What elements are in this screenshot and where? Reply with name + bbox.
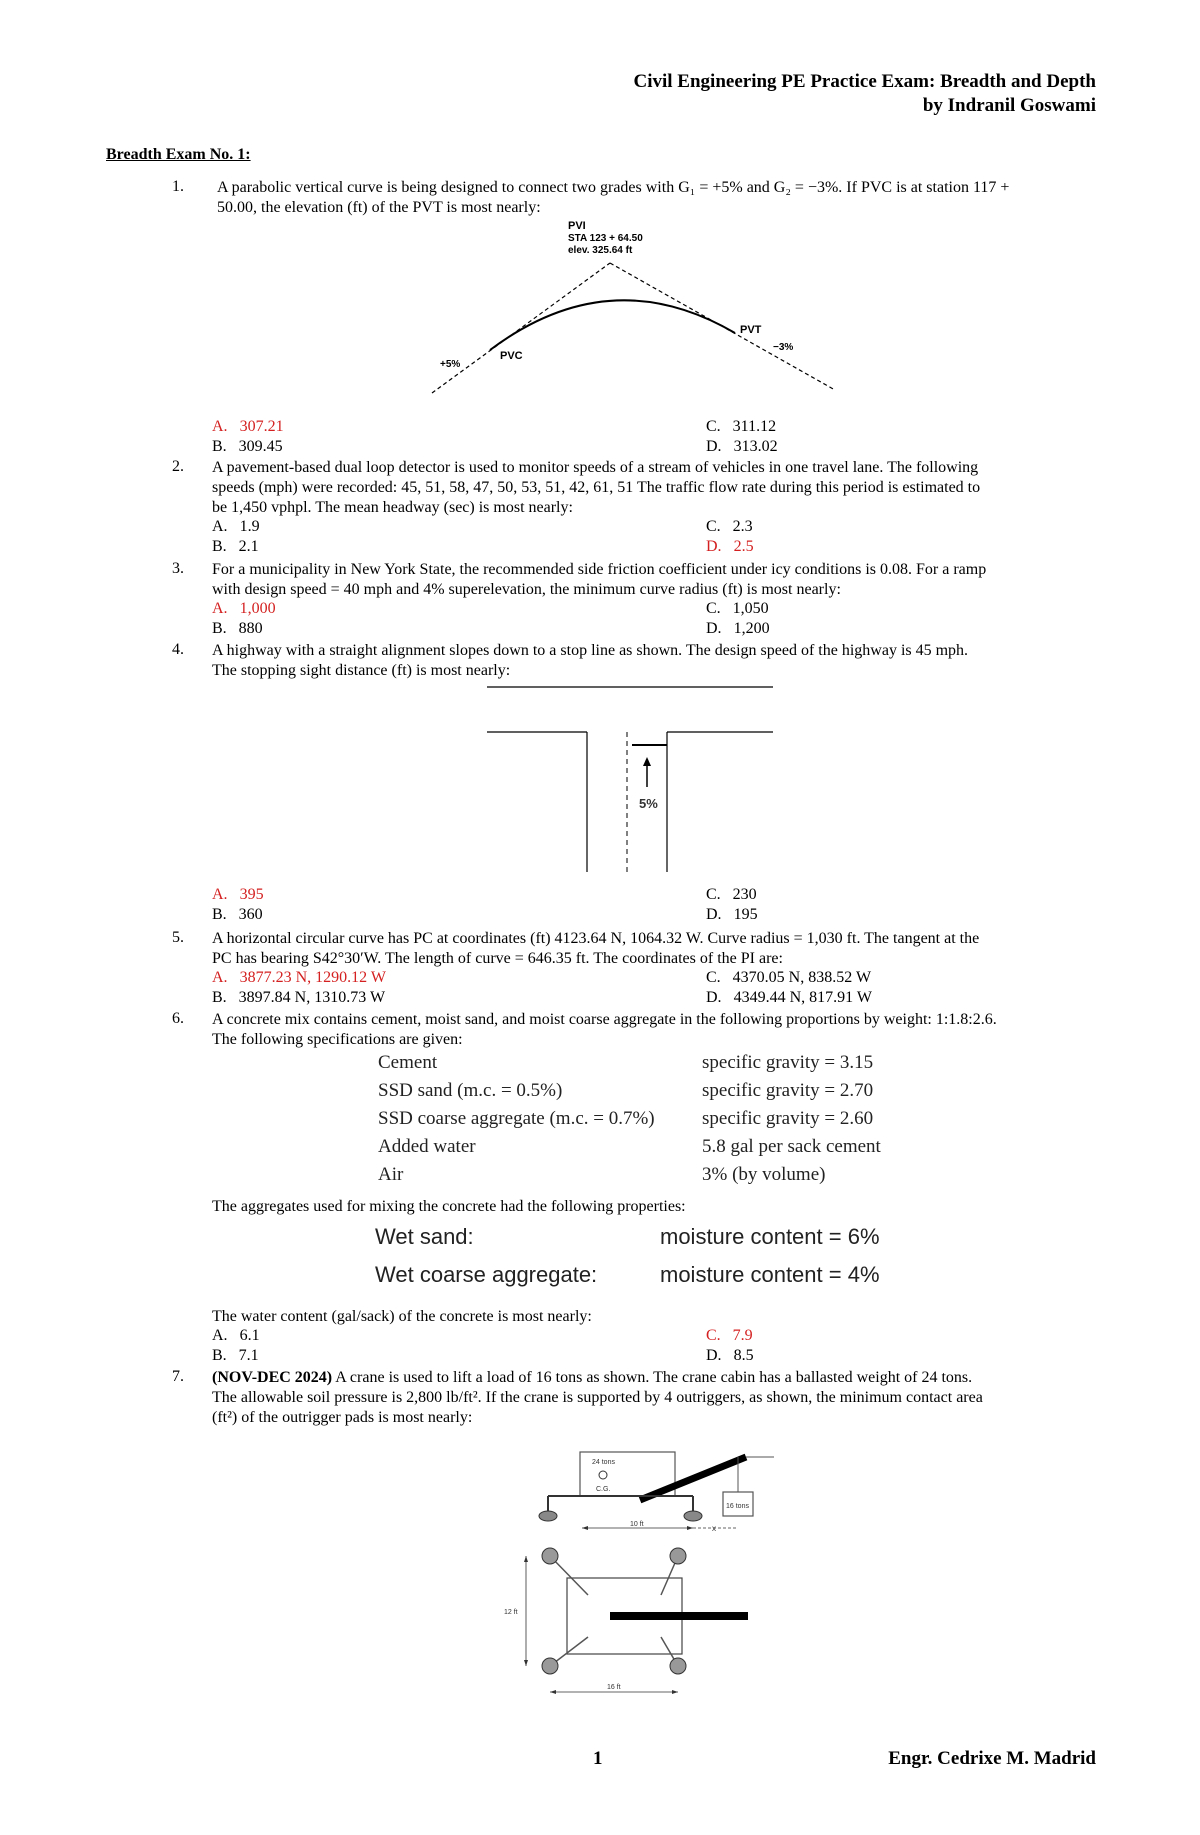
q6-option-c[interactable]: C. 7.9 — [706, 1327, 753, 1344]
q3-option-c[interactable]: C. 1,050 — [706, 600, 769, 617]
pvi-elevation-label: elev. 325.64 ft — [568, 245, 633, 256]
grade-g1-label: +5% — [440, 359, 461, 370]
q5-text-line1: A horizontal circular curve has PC at coordinates (ft) 4123.64 N, 1064.32 W. Curve radius = 1,030 ft. The tangent at the — [212, 930, 980, 947]
spec-name: SSD sand (m.c. = 0.5%) — [378, 1080, 563, 1101]
cabin-weight-label: 24 tons — [592, 1459, 615, 1466]
q5-number: 5. — [172, 929, 184, 946]
page-header — [634, 70, 1097, 118]
q7-number: 7. — [172, 1368, 184, 1385]
wet-aggregate-value: moisture content = 4% — [660, 1262, 880, 1287]
q2-option-c[interactable]: C. 2.3 — [706, 518, 753, 535]
page-number: 1 — [593, 1748, 603, 1769]
q1-option-c[interactable]: C. 311.12 — [706, 418, 777, 435]
pvt-label: PVT — [740, 324, 762, 336]
q2-option-d[interactable]: D. 2.5 — [706, 538, 754, 555]
q4-option-b[interactable]: B. 360 — [212, 906, 263, 923]
load-label: 16 tons — [726, 1503, 749, 1510]
q3-text-line2: with design speed = 40 mph and 4% superelevation, the minimum curve radius (ft) is most nearly: — [212, 581, 841, 598]
q2-number: 2. — [172, 458, 184, 475]
wet-aggregate-name: Wet sand: — [375, 1224, 474, 1249]
crane-outrigger-diagram — [490, 1430, 790, 1715]
q3-option-d[interactable]: D. 1,200 — [706, 620, 770, 637]
grade-g2-label: −3% — [773, 342, 794, 353]
x-label: x — [712, 1524, 716, 1533]
width-label: 12 ft — [504, 1609, 518, 1616]
q3-text-line1: For a municipality in New York State, the recommended side friction coefficient under icy conditions is 0.08. For a ramp — [212, 561, 987, 578]
q7-text-line2: The allowable soil pressure is 2,800 lb/ft². If the crane is supported by 4 outriggers, as shown, the minimum contact area — [212, 1389, 983, 1406]
q6-number: 6. — [172, 1010, 184, 1027]
outrigger-pad-bl — [542, 1658, 558, 1674]
outrigger-pad-tl — [542, 1548, 558, 1564]
q1-text-line2: 50.00, the elevation (ft) of the PVT is most nearly: — [217, 199, 541, 216]
span-arrow-left — [582, 1526, 588, 1530]
outrigger-pad-left — [539, 1511, 557, 1521]
section-title: Breadth Exam No. 1: — [106, 146, 251, 163]
q4-text-line1: A highway with a straight alignment slopes down to a stop line as shown. The design speed of the highway is 45 mph. — [212, 642, 969, 659]
q4-option-d[interactable]: D. 195 — [706, 906, 758, 923]
q6-option-b[interactable]: B. 7.1 — [212, 1347, 259, 1364]
outrigger-pad-right — [684, 1511, 702, 1521]
grade-arrow-head — [643, 757, 651, 766]
q5-option-b[interactable]: B. 3897.84 N, 1310.73 W — [212, 989, 386, 1006]
width-arrow-top — [524, 1556, 528, 1562]
q6-option-d[interactable]: D. 8.5 — [706, 1347, 754, 1364]
q1-number: 1. — [172, 178, 184, 195]
q1-option-d[interactable]: D. 313.02 — [706, 438, 778, 455]
length-arrow-left — [550, 1690, 556, 1694]
header-author: by Indranil Goswami — [922, 95, 1096, 116]
q2-option-a[interactable]: A. 1.9 — [212, 518, 260, 535]
outrigger-pad-tr — [670, 1548, 686, 1564]
q2-text-line2: speeds (mph) were recorded: 45, 51, 58, 47, 50, 53, 51, 42, 61, 51 The traffic flow rate during this period is estimated to — [212, 479, 981, 496]
q5-text-line2: PC has bearing S42°30′W. The length of curve = 646.35 ft. The coordinates of the PI are: — [212, 950, 783, 967]
spec-value: specific gravity = 3.15 — [702, 1052, 874, 1073]
spec-value: specific gravity = 2.60 — [702, 1108, 874, 1129]
q2-text-line3: be 1,450 vphpl. The mean headway (sec) is most nearly: — [212, 499, 573, 516]
q2-option-b[interactable]: B. 2.1 — [212, 538, 259, 555]
spec-name: Added water — [378, 1136, 476, 1157]
span-arrow-right — [687, 1526, 693, 1530]
q6-text-line1: A concrete mix contains cement, moist sand, and moist coarse aggregate in the following proportions by weight: 1:1.8:2.6. — [212, 1011, 997, 1028]
stop-line-diagram — [485, 682, 775, 872]
q5-option-d[interactable]: D. 4349.44 N, 817.91 W — [706, 989, 872, 1006]
q7-exam-tag: (NOV-DEC 2024) — [212, 1369, 333, 1386]
q4-number: 4. — [172, 641, 184, 658]
spec-value: specific gravity = 2.70 — [702, 1080, 874, 1101]
length-arrow-right — [672, 1690, 678, 1694]
crane-boom — [640, 1457, 746, 1500]
q3-option-b[interactable]: B. 880 — [212, 620, 263, 637]
spec-name: Air — [378, 1164, 404, 1185]
span-label: 10 ft — [630, 1521, 644, 1528]
pvi-label: PVI — [568, 220, 586, 232]
pvc-label: PVC — [500, 350, 523, 362]
q4-text-line2: The stopping sight distance (ft) is most nearly: — [212, 662, 511, 679]
header-title: Civil Engineering PE Practice Exam: Breadth and Depth — [633, 71, 1096, 92]
footer-author: Engr. Cedrixe M. Madrid — [888, 1748, 1096, 1769]
cg-label: C.G. — [596, 1486, 611, 1493]
pvi-station-label: STA 123 + 64.50 — [568, 233, 643, 244]
vertical-curve-diagram — [420, 215, 840, 395]
spec-name: Cement — [378, 1052, 438, 1073]
q4-option-a[interactable]: A. 395 — [212, 886, 264, 903]
spec-name: SSD coarse aggregate (m.c. = 0.7%) — [378, 1108, 655, 1129]
q4-option-c[interactable]: C. 230 — [706, 886, 757, 903]
parabolic-curve — [490, 300, 735, 350]
q7-text-line1: (NOV-DEC 2024) A crane is used to lift a load of 16 tons as shown. The crane cabin has a ballasted weight of 24 tons. — [212, 1369, 973, 1386]
q1-text-line1: A parabolic vertical curve is being designed to connect two grades with G₁ = +5% and G₂ = −3%. If PVC is at station 117 + — [217, 179, 1010, 196]
q6-text-line2: The following specifications are given: — [212, 1031, 463, 1048]
cg-marker — [599, 1471, 607, 1479]
q2-text-line1: A pavement-based dual loop detector is used to monitor speeds of a stream of vehicles in one travel lane. The following — [212, 459, 979, 476]
q3-option-a[interactable]: A. 1,000 — [212, 600, 276, 617]
q6-text-line3: The aggregates used for mixing the concrete had the following properties: — [212, 1198, 686, 1215]
grade-g1-tangent — [432, 263, 610, 393]
wet-aggregate-value: moisture content = 6% — [660, 1224, 880, 1249]
outrigger-pad-br — [670, 1658, 686, 1674]
spec-value: 5.8 gal per sack cement — [702, 1136, 881, 1157]
spec-value: 3% (by volume) — [702, 1164, 826, 1185]
q1-option-a[interactable]: A. 307.21 — [212, 418, 284, 435]
q6-option-a[interactable]: A. 6.1 — [212, 1327, 260, 1344]
q5-option-c[interactable]: C. 4370.05 N, 838.52 W — [706, 969, 872, 986]
q5-option-a[interactable]: A. 3877.23 N, 1290.12 W — [212, 969, 386, 986]
q7-text-line3: (ft²) of the outrigger pads is most nearly: — [212, 1409, 473, 1426]
q6-text-line4: The water content (gal/sack) of the concrete is most nearly: — [212, 1308, 592, 1325]
q1-option-b[interactable]: B. 309.45 — [212, 438, 283, 455]
width-arrow-bottom — [524, 1660, 528, 1666]
q3-number: 3. — [172, 560, 184, 577]
wet-aggregate-name: Wet coarse aggregate: — [375, 1262, 598, 1287]
length-label: 16 ft — [607, 1684, 621, 1691]
grade-label: 5% — [639, 796, 658, 811]
